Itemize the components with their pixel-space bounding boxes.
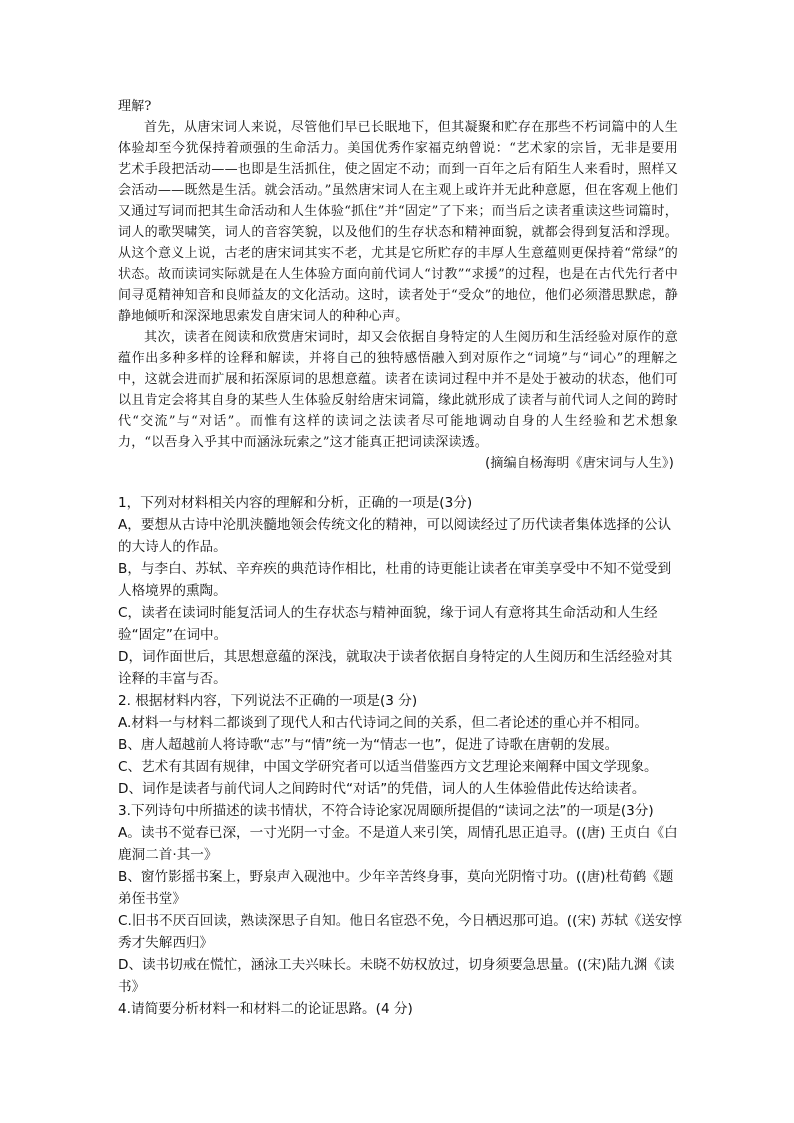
passage-paragraph-first: 首先，从唐宋词人来说，尽管他们早已长眠地下，但其凝聚和贮存在那些不朽词篇中的人生体验却至今犹保持着顽强的生命活力。美国优秀作家福克纳曾说：“艺术家的宗旨，无非是要用艺术手段把活动——也即是生活抓住，使之固定不动；而到一百年之后有陌生人来看时，照样又会活动——既然是生活。就会活动。”虽然唐宋词人在主观上或许并无此种意愿，但在客观上他们又通过写词而把其生命活动和人生体验“抓住”并“固定”了下来；而当后之读者重读这些词篇时，词人的歌哭啸笑，词人的音容笑貌，以及他们的生存状态和精神面貌，就都会得到复活和浮现。从这个意义上说，古老的唐宋词其实不老，尤其是它所贮存的丰厚人生意蕴则更保持着“常绿”的状态。故而读词实际就是在人生体验方面向前代词人“讨教”“求援”的过程，也是在古代先行者中间寻觅精神知音和良师益友的文化活动。这时，读者处于“受众”的地位，他们必须潜思默虑，静静地倾听和深深地思索发自唐宋词人的种种心声。 bbox=[118, 120, 678, 324]
passage-source: (摘编自杨海明《唐宋词与人生》) bbox=[485, 456, 674, 471]
question-1-option-c: C，读者在读词时能复活词人的生存状态与精神面貌，缘于词人有意将其生命活动和人生经验“固定”在词中。 bbox=[118, 605, 658, 643]
passage-opening: 理解? bbox=[118, 99, 152, 114]
question-3-option-b: B、窗竹影摇书案上，野泉声入砚池中。少年辛苦终身事，莫向光阴惰寸功。((唐)杜荀鹤《题弟侄书堂》 bbox=[118, 869, 674, 907]
question-3-stem: 3.下列诗句中所描述的读书情状，不符合诗论家况周颐所提倡的“读词之法”的一项是(3分) bbox=[118, 803, 654, 819]
question-2-option-c: C、艺术有其固有规律，中国文学研究者可以适当借鉴西方文艺理论来阐释中国文学现象。 bbox=[118, 759, 658, 775]
question-2-option-a: A.材料一与材料二都谈到了现代人和古代诗词之间的关系，但二者论述的重心并不相同。 bbox=[118, 715, 648, 731]
question-3-option-a: A。读书不觉春已深，一寸光阴一寸金。不是道人来引笑，周情孔思正追寻。((唐) 王贞白《白鹿洞二首·其一》 bbox=[118, 825, 678, 863]
question-1-option-b: B，与李白、苏轼、辛弃疾的典范诗作相比，杜甫的诗更能让读者在审美享受中不知不觉受到人格境界的熏陶。 bbox=[118, 561, 672, 599]
question-1-option-a: A，要想从古诗中沦肌浃髓地领会传统文化的精神，可以阅读经过了历代读者集体选择的公认的大诗人的作品。 bbox=[118, 517, 672, 555]
question-4-stem: 4.请简要分析材料一和材料二的论证思路。(4 分) bbox=[118, 1001, 413, 1017]
question-3-option-d: D、读书切戒在慌忙，涵泳工夫兴味长。未晓不妨权放过，切身须要急思量。((宋)陆九渊《读书》 bbox=[118, 957, 675, 995]
question-2-stem: 2. 根据材料内容，下列说法不正确的一项是(3 分) bbox=[118, 693, 418, 709]
question-2-option-d: D、词作是读者与前代词人之间跨时代“对话”的凭借，词人的人生体验借此传达给读者。 bbox=[118, 781, 646, 797]
question-1-option-d: D，词作面世后，其思想意蕴的深浅，就取决于读者依据自身特定的人生阅历和生活经验对其诠释的丰富与否。 bbox=[118, 649, 673, 687]
question-2-option-b: B、唐人超越前人将诗歌“志”与“情”统一为“情志一也”，促进了诗歌在唐朝的发展。 bbox=[118, 737, 619, 753]
passage-paragraph-second: 其次，读者在阅读和欣赏唐宋词时，却又会依据自身特定的人生阅历和生活经验对原作的意蕴作出多种多样的诠释和解读，并将自己的独特感悟融入到对原作之“词境”与“词心”的理解之中，这就会进而扩展和拓深原词的思想意蕴。读者在读词过程中并不是处于被动的状态，他们可以且肯定会将其自身的某些人生体验反射给唐宋词篇，缘此就形成了读者与前代词人之间的跨时代“交流”与“对话”。而惟有这样的读词之法读者尽可能地调动自身的人生经验和艺术想象力，“以吾身入乎其中而涵泳玩索之”这才能真正把词读深读透。 bbox=[118, 330, 678, 450]
question-1-stem: 1，下列对材料相关内容的理解和分析，正确的一项是(3分) bbox=[118, 495, 473, 511]
question-3-option-c: C.旧书不厌百回读，熟读深思子自知。他日名宦恐不免，今日栖迟那可追。((宋) 苏轼《送安惇秀才失解西归》 bbox=[118, 913, 683, 951]
question-section bbox=[118, 492, 684, 1020]
reading-passage bbox=[118, 96, 678, 474]
